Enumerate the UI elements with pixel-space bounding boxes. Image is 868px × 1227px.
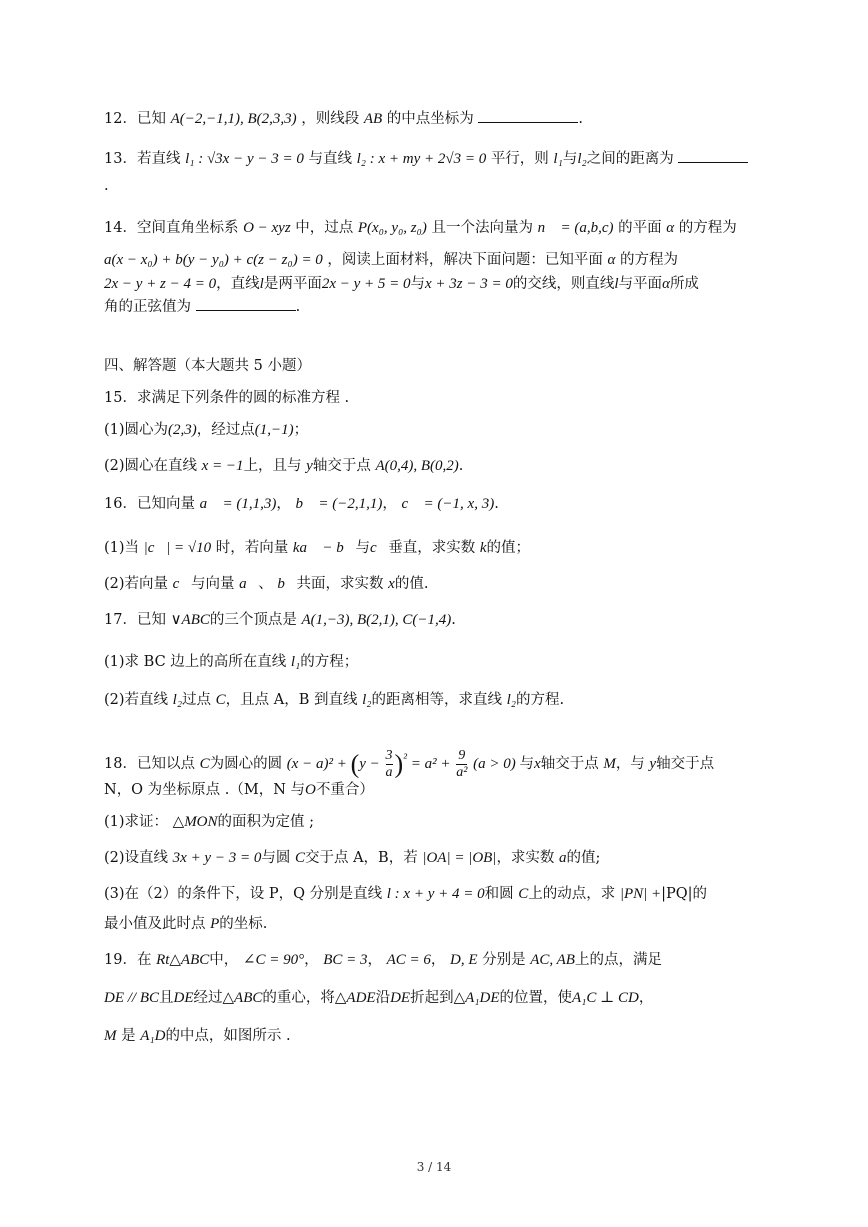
q19-text: ， bbox=[638, 990, 654, 1006]
q18-math: |OA| = |OB| bbox=[422, 850, 497, 866]
q13-l2: l₂ bbox=[577, 151, 587, 167]
question-14-line-1 bbox=[104, 218, 737, 238]
question-18-part-1 bbox=[104, 812, 314, 832]
question-16-stem bbox=[104, 494, 499, 514]
q19-text: ， bbox=[367, 952, 382, 968]
q18-math: x bbox=[534, 756, 541, 772]
left-paren: ( bbox=[350, 749, 360, 779]
q12-answer-blank[interactable] bbox=[478, 108, 578, 123]
q17-text: (2)若直线 bbox=[104, 692, 169, 708]
q19-text: 且 bbox=[159, 990, 174, 1006]
q15-math: (2,3) bbox=[168, 422, 197, 438]
q17-text: (1)求 BC 边上的高所在直线 bbox=[104, 654, 287, 670]
question-17-part-1 bbox=[104, 652, 358, 672]
q15-text: (2)圆心在直线 bbox=[104, 458, 198, 474]
q16-math: k bbox=[479, 540, 487, 556]
q19-text: 中， bbox=[209, 952, 239, 968]
q17-text: 过点 bbox=[182, 692, 212, 708]
right-paren: ) bbox=[394, 749, 404, 779]
q19-text: 的重心，将 bbox=[262, 990, 335, 1006]
fraction-3-over-a bbox=[386, 748, 393, 781]
q18-text: 与圆 bbox=[261, 850, 291, 866]
question-18-line-2 bbox=[104, 780, 374, 800]
q16-text: (1)当 bbox=[104, 540, 140, 556]
q18-math: M bbox=[603, 756, 616, 772]
question-13 bbox=[104, 148, 748, 169]
q18-math: a bbox=[559, 850, 567, 866]
q17-math: C bbox=[215, 692, 226, 708]
q18-text: (1)求证： bbox=[104, 814, 169, 830]
q14-end: . bbox=[295, 299, 301, 315]
eq-numerator: 9 bbox=[456, 748, 467, 765]
q19-text: 19．在 bbox=[104, 952, 152, 968]
q16-math: |c⃗| = √10 bbox=[143, 540, 212, 556]
q19-math: △ABC bbox=[222, 990, 263, 1006]
eq-denominator: a² bbox=[456, 765, 468, 781]
q14-prefix: 14．空间直角坐标系 bbox=[104, 220, 239, 236]
eq-part: (x − a)² + bbox=[286, 756, 347, 772]
q14-text: 角的正弦值为 bbox=[104, 299, 191, 315]
q18-text: 为圆心的圆 bbox=[209, 756, 283, 772]
q17-text: 的距离相等，求直线 bbox=[371, 692, 503, 708]
eq-numerator: 3 bbox=[385, 748, 393, 764]
question-18-part-3-line-2 bbox=[104, 914, 267, 934]
q17-text: 的方程. bbox=[516, 692, 565, 708]
q19-math: Rt△ABC bbox=[156, 952, 210, 968]
page-number: 3 / 14 bbox=[416, 1160, 452, 1174]
q14-math: l bbox=[614, 276, 619, 292]
q15-math: y bbox=[306, 458, 313, 474]
q19-math: DE bbox=[390, 990, 411, 1006]
q14-math: P(x₀, y₀, z₀) bbox=[357, 220, 427, 236]
q16-math: c⃗ bbox=[369, 540, 389, 556]
q19-math: AC, AB bbox=[530, 952, 575, 968]
eq-denominator: a bbox=[385, 765, 393, 781]
q19-math: BC = 3 bbox=[323, 952, 368, 968]
q16-text: 与向量 bbox=[190, 576, 235, 592]
q14-text: 的方程为 bbox=[678, 220, 737, 236]
q16-text: 的值. bbox=[394, 576, 429, 592]
question-15-part-2 bbox=[104, 456, 463, 476]
q15-text: ； bbox=[293, 422, 309, 438]
q12-text: ，则线段 bbox=[301, 111, 360, 127]
q14-text: 且一个法向量为 bbox=[431, 220, 533, 236]
question-14-line-4 bbox=[104, 296, 300, 317]
q14-math: α bbox=[662, 276, 670, 292]
q13-end: . bbox=[104, 178, 109, 194]
q16-text: (2)若向量 bbox=[104, 576, 169, 592]
q17-math: l₂ bbox=[506, 692, 517, 708]
q12-segment: AB bbox=[363, 111, 383, 127]
q12-end: . bbox=[578, 111, 583, 127]
q16-text: 垂直，求实数 bbox=[388, 540, 476, 556]
q18-math: C bbox=[199, 756, 210, 772]
q17-math: A(1,−3), B(2,1), C(−1,4) bbox=[301, 612, 452, 628]
q19-text: 分别是 bbox=[482, 952, 526, 968]
q18-text: 轴交于点 bbox=[540, 756, 599, 772]
q18-math: 3x + y − 3 = 0 bbox=[172, 850, 262, 866]
q18-text: (3)在（2）的条件下，设 P，Q 分别是直线 bbox=[104, 886, 383, 902]
question-19-line-2 bbox=[104, 988, 653, 1008]
q14-text: 是两平面 bbox=[263, 276, 322, 292]
q16-text: ， bbox=[382, 496, 397, 512]
q14-math: n⃗ = (a,b,c) bbox=[537, 220, 614, 236]
q16-text: 时，若向量 bbox=[215, 540, 289, 556]
question-16-part-2 bbox=[104, 574, 428, 594]
q14-text: 与平面 bbox=[618, 276, 663, 292]
question-14-line-3 bbox=[104, 274, 699, 294]
question-18-part-3 bbox=[104, 884, 707, 904]
q14-text: 的方程为 bbox=[620, 252, 679, 268]
q15-math: (1,−1) bbox=[254, 422, 294, 438]
q19-text: 折起到 bbox=[410, 990, 454, 1006]
q18-math: P bbox=[210, 916, 220, 932]
question-16-part-1 bbox=[104, 538, 530, 558]
question-17-part-2 bbox=[104, 690, 564, 710]
q17-text: . bbox=[451, 612, 456, 628]
q19-math: DE // BC bbox=[104, 990, 159, 1006]
q16-text: 、 bbox=[258, 576, 273, 592]
q12-prefix: 12．已知 bbox=[104, 111, 166, 127]
q16-text: 共面，求实数 bbox=[296, 576, 384, 592]
eq-condition: (a > 0) bbox=[473, 756, 516, 772]
q18-text: 最小值及此时点 bbox=[104, 916, 206, 932]
q19-text: ， bbox=[430, 952, 446, 968]
q14-text: ，阅读上面材料，解决下面问题：已知平面 bbox=[327, 252, 603, 268]
q16-math: c⃗ = (−1, x, 3) bbox=[401, 496, 495, 512]
q18-text: 和圆 bbox=[484, 886, 514, 902]
q19-text: 的位置，使 bbox=[499, 990, 572, 1006]
q14-text: ，直线 bbox=[216, 276, 260, 292]
q19-math: AC = 6 bbox=[386, 952, 431, 968]
q18-math: C bbox=[518, 886, 529, 902]
q14-math: O − xyz bbox=[243, 220, 291, 236]
question-18-part-2 bbox=[104, 848, 600, 868]
q19-math: △ADE bbox=[334, 990, 376, 1006]
q18-math: O bbox=[305, 782, 316, 798]
question-14-line-2 bbox=[104, 250, 678, 270]
q18-text: N，O 为坐标原点 .（M，N 与 bbox=[104, 782, 306, 798]
q14-math: x + 3z − 3 = 0 bbox=[425, 276, 513, 292]
question-19-line-3 bbox=[104, 1026, 291, 1046]
q18-math: C bbox=[294, 850, 305, 866]
q18-text: 上的动点，求 bbox=[528, 886, 616, 902]
q16-text: ， bbox=[276, 496, 291, 512]
q19-text: 沿 bbox=[375, 990, 391, 1006]
q13-line-2: l₂ : x + my + 2√3 = 0 bbox=[356, 151, 487, 167]
q19-text: 的中点，如图所示 . bbox=[165, 1028, 291, 1044]
q16-math: b⃗ = (−2,1,1) bbox=[295, 496, 383, 512]
q18-math: |PN| + bbox=[619, 886, 662, 902]
q15-text: 轴交于点 bbox=[312, 458, 371, 474]
q15-text: ，经过点 bbox=[196, 422, 255, 438]
q14-math: l bbox=[259, 276, 264, 292]
q19-text: 是 bbox=[121, 1028, 136, 1044]
fraction-9-over-a2 bbox=[456, 748, 467, 781]
q15-text: (1)圆心为 bbox=[104, 422, 169, 438]
q18-math: l : x + y + 4 = 0 bbox=[386, 886, 485, 902]
q13-text-3: 与 bbox=[562, 151, 578, 167]
q16-math: ka⃗ − b⃗ bbox=[292, 540, 356, 556]
q13-text-4: 之间的距离为 bbox=[586, 151, 674, 167]
q16-text: . bbox=[494, 496, 499, 512]
q17-text: 的三个顶点是 bbox=[209, 612, 297, 628]
q17-text: 的方程； bbox=[300, 654, 359, 670]
q19-math: ∠C = 90° bbox=[242, 952, 305, 968]
q16-text: 16．已知向量 bbox=[104, 496, 195, 512]
q16-math: c⃗ bbox=[172, 576, 191, 592]
question-19-line-1 bbox=[104, 950, 662, 970]
q13-text-2: 平行，则 bbox=[490, 151, 549, 167]
q19-text: ， bbox=[304, 952, 319, 968]
q14-math: a(x − x₀) + b(y − y₀) + c(z − z₀) = 0 bbox=[104, 252, 323, 268]
q15-text: 上，且与 bbox=[243, 458, 302, 474]
section-heading: 四、解答题（本大题共 5 小题） bbox=[104, 358, 311, 374]
q14-answer-blank[interactable] bbox=[196, 296, 296, 311]
q15-math: x = −1 bbox=[201, 458, 244, 474]
question-15-stem: 15．求满足下列条件的圆的标准方程 . bbox=[104, 390, 350, 406]
q12-text-2: 的中点坐标为 bbox=[386, 111, 474, 127]
q18-text: 交于点 A，B，若 bbox=[304, 850, 418, 866]
q17-math: l₂ bbox=[172, 692, 183, 708]
eq-part: y − bbox=[359, 756, 380, 772]
q18-math: y bbox=[649, 756, 657, 772]
q12-points: A(−2,−1,1), B(2,3,3) bbox=[170, 111, 297, 127]
q17-text: ，且点 A，B 到直线 bbox=[225, 692, 358, 708]
q19-math: M bbox=[104, 1028, 117, 1044]
eq-part: = a² + bbox=[410, 756, 451, 772]
q14-text: 与 bbox=[410, 276, 426, 292]
q17-math: l₁ bbox=[290, 654, 301, 670]
question-17-stem bbox=[104, 610, 456, 630]
circle-equation bbox=[286, 748, 520, 781]
q14-math: 2x − y + z − 4 = 0 bbox=[104, 276, 217, 292]
q14-text: 的交线，则直线 bbox=[512, 276, 615, 292]
q16-text: 与 bbox=[355, 540, 370, 556]
q18-text: 的面积为定值 ; bbox=[217, 814, 315, 830]
q15-text: . bbox=[458, 458, 464, 474]
eq-exponent: ² bbox=[403, 751, 407, 765]
q13-text-1: 与直线 bbox=[308, 151, 352, 167]
q13-line-1: l₁ : √3x − y − 3 = 0 bbox=[185, 151, 304, 167]
q13-answer-blank[interactable] bbox=[678, 148, 748, 163]
q14-math: α bbox=[607, 252, 616, 268]
q16-math: a⃗ bbox=[239, 576, 259, 592]
q17-text: 17．已知 bbox=[104, 612, 166, 628]
q17-math: l₂ bbox=[362, 692, 372, 708]
q18-math: △MON bbox=[172, 814, 218, 830]
question-15-part-1 bbox=[104, 420, 308, 440]
q19-math: A₁D bbox=[140, 1028, 166, 1044]
q18-text: |PQ|的 bbox=[661, 886, 708, 902]
q14-text: 所成 bbox=[669, 276, 699, 292]
q18-text: 与 bbox=[519, 756, 535, 772]
q17-math: ∨ABC bbox=[170, 612, 210, 628]
q19-text: 上的点，满足 bbox=[574, 952, 662, 968]
q19-math: △A₁DE bbox=[453, 990, 500, 1006]
q14-text: 的平面 bbox=[618, 220, 662, 236]
q14-math: 2x − y + 5 = 0 bbox=[321, 276, 411, 292]
q14-math: α bbox=[666, 220, 675, 236]
q15-math: A(0,4), B(0,2) bbox=[375, 458, 459, 474]
q18-text: 18．已知以点 bbox=[104, 756, 195, 772]
q18-text: 的坐标. bbox=[219, 916, 268, 932]
q19-math: D, E bbox=[450, 952, 478, 968]
q16-math: b⃗ bbox=[277, 576, 297, 592]
q16-math: a⃗ = (1,1,3) bbox=[199, 496, 277, 512]
q13-prefix: 13．若直线 bbox=[104, 151, 181, 167]
q18-text: 轴交于点 bbox=[656, 756, 715, 772]
q18-text: 的值; bbox=[566, 850, 601, 866]
question-12 bbox=[104, 108, 583, 129]
q18-text: (2)设直线 bbox=[104, 850, 169, 866]
q19-math: DE bbox=[173, 990, 194, 1006]
q18-text: ，求实数 bbox=[496, 850, 555, 866]
q16-math: x bbox=[388, 576, 395, 592]
q19-text: 经过 bbox=[193, 990, 223, 1006]
q16-text: 的值； bbox=[486, 540, 531, 556]
q18-text: ，与 bbox=[615, 756, 645, 772]
q13-l1: l₁ bbox=[553, 151, 563, 167]
q18-text: 不重合） bbox=[315, 782, 374, 798]
q19-math: A₁C ⊥ CD bbox=[572, 990, 639, 1006]
q14-text: 中，过点 bbox=[295, 220, 354, 236]
